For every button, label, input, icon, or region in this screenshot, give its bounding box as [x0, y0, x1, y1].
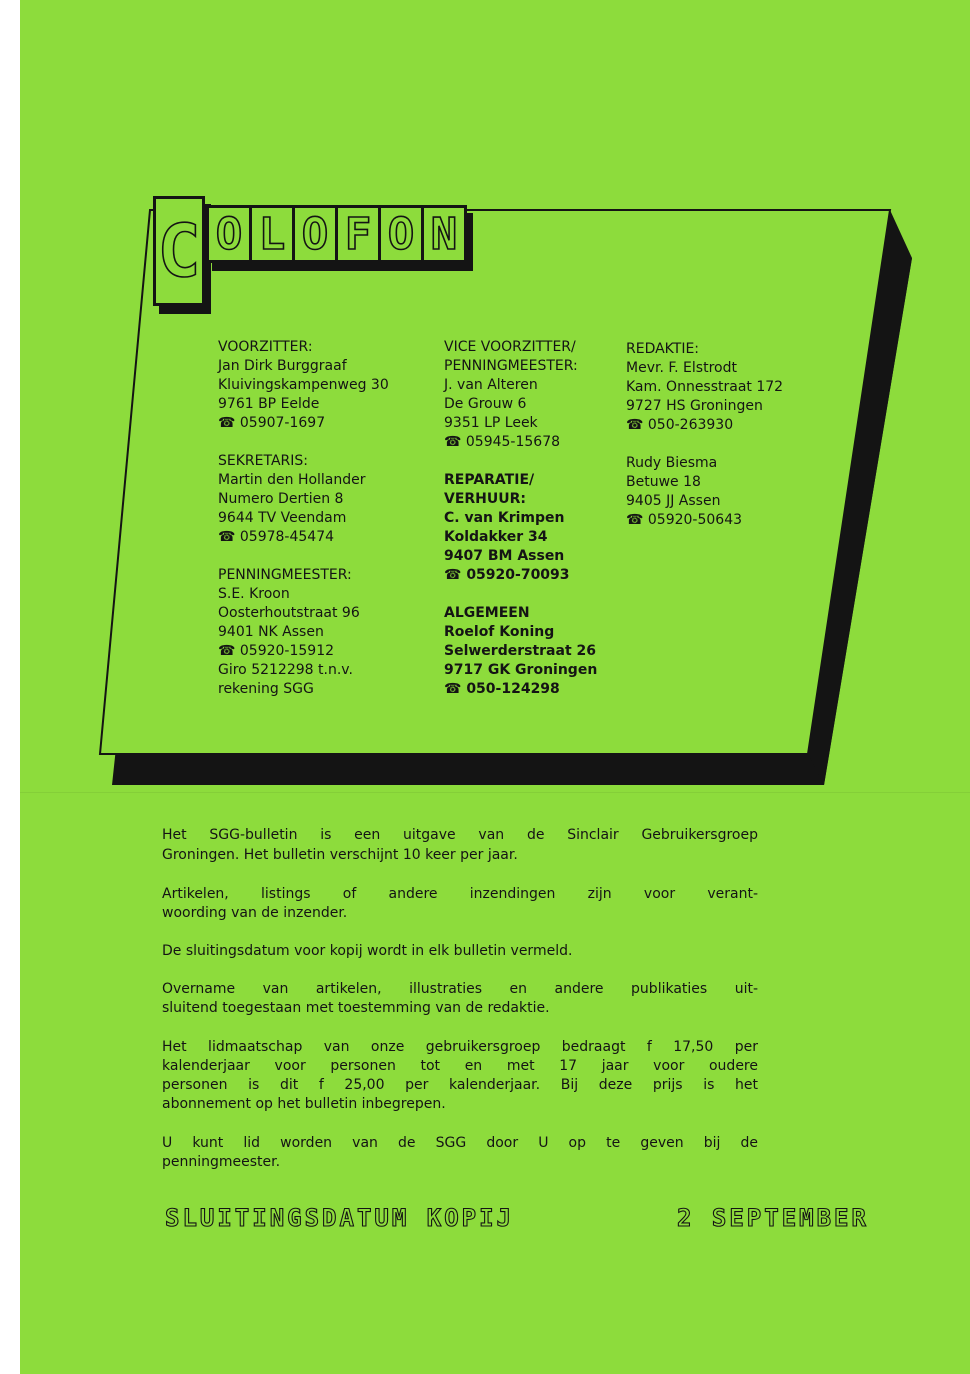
algemeen-heading: ALGEMEEN	[444, 605, 530, 621]
reparatie-street: Koldakker 34	[444, 529, 548, 545]
paragraph-1-line-1: Het SGG-bulletin is een uitgave van de Sinclair Gebruikersgroep	[162, 827, 758, 843]
algemeen-city: 9717 GK Groningen	[444, 662, 598, 678]
paragraph-4-line-1: Overname van artikelen, illustraties en andere publikaties uit-	[162, 981, 758, 997]
paragraph-2-line-2: woording van de inzender.	[162, 905, 348, 921]
title-letter-n: N	[421, 205, 467, 263]
redaktie-phone: ☎ 050-263930	[626, 417, 734, 433]
redaktie-second-street: Betuwe 18	[626, 474, 701, 490]
reparatie-phone: ☎ 05920-70093	[444, 567, 570, 583]
redaktie-second-name: Rudy Biesma	[626, 455, 718, 471]
voorzitter-heading: VOORZITTER:	[218, 339, 313, 355]
sekretaris-name: Martin den Hollander	[218, 472, 366, 488]
paragraph-5-line-1: Het lidmaatschap van onze gebruikersgroep bedraagt f 17,50 per	[162, 1039, 758, 1055]
reparatie-name: C. van Krimpen	[444, 510, 565, 526]
contact-column-right	[626, 340, 783, 530]
algemeen-name: Roelof Koning	[444, 624, 555, 640]
algemeen-phone: ☎ 050-124298	[444, 681, 560, 697]
reparatie-heading: REPARATIE/	[444, 472, 535, 488]
redaktie-second-phone: ☎ 05920-50643	[626, 512, 743, 528]
sekretaris-heading: SEKRETARIS:	[218, 453, 308, 469]
voorzitter-city: 9761 BP Eelde	[218, 396, 320, 412]
vice-voorzitter-street: De Grouw 6	[444, 396, 527, 412]
contact-column-middle	[444, 338, 597, 699]
penningmeester-city: 9401 NK Assen	[218, 624, 324, 640]
algemeen-street: Selwerderstraat 26	[444, 643, 597, 659]
deadline-banner	[165, 1204, 945, 1232]
title-letter-o3: O	[378, 205, 424, 263]
title-letter-f: F	[335, 205, 381, 263]
verhuur-heading: VERHUUR:	[444, 491, 527, 507]
algemeen-block	[444, 604, 597, 699]
reparatie-block	[444, 471, 597, 585]
penningmeester-heading: PENNINGMEESTER:	[218, 567, 352, 583]
redaktie-second-city: 9405 JJ Assen	[626, 493, 721, 509]
voorzitter-name: Jan Dirk Burggraaf	[218, 358, 347, 374]
paragraph-2-line-1: Artikelen, listings of andere inzendingen zijn voor verant-	[162, 886, 758, 902]
paragraph-5-line-2: kalenderjaar voor personen tot en met 17 jaar voor oudere	[162, 1058, 758, 1074]
redaktie-city: 9727 HS Groningen	[626, 398, 763, 414]
title-letter-c: C	[153, 196, 205, 306]
paragraph-6-line-1: U kunt lid worden van de SGG door U op te geven bij de	[162, 1135, 758, 1151]
penningmeester-account: rekening SGG	[218, 681, 314, 697]
title-letter-l: L	[249, 205, 295, 263]
vice-penningmeester-heading: PENNINGMEESTER:	[444, 358, 578, 374]
paragraph-4-line-2: sluitend toegestaan met toestemming van de redaktie.	[162, 1000, 550, 1016]
contact-column-left	[218, 338, 389, 699]
paragraph-3-line-1: De sluitingsdatum voor kopij wordt in elk bulletin vermeld.	[162, 943, 573, 959]
voorzitter-street: Kluivingskampenweg 30	[218, 377, 389, 393]
vice-voorzitter-name: J. van Alteren	[444, 377, 538, 393]
penningmeester-phone: ☎ 05920-15912	[218, 643, 335, 659]
paragraph-6-line-2: penningmeester.	[162, 1154, 281, 1170]
sekretaris-city: 9644 TV Veendam	[218, 510, 347, 526]
deadline-label: SLUITINGSDATUM KOPIJ	[165, 1204, 514, 1232]
sekretaris-phone: ☎ 05978-45474	[218, 529, 335, 545]
vice-voorzitter-heading: VICE VOORZITTER/	[444, 339, 576, 355]
paragraph-5-line-3: personen is dit f 25,00 per kalenderjaar. Bij deze prijs is het	[162, 1077, 758, 1093]
title-letter-o2: O	[292, 205, 338, 263]
vice-voorzitter-city: 9351 LP Leek	[444, 415, 538, 431]
redaktie-heading: REDAKTIE:	[626, 341, 700, 357]
paragraph-1-line-2: Groningen. Het bulletin verschijnt 10 keer per jaar.	[162, 847, 518, 863]
reparatie-city: 9407 BM Assen	[444, 548, 565, 564]
penningmeester-street: Oosterhoutstraat 96	[218, 605, 360, 621]
penningmeester-giro: Giro 5212298 t.n.v.	[218, 662, 353, 678]
redaktie-street: Kam. Onnesstraat 172	[626, 379, 784, 395]
redaktie-name: Mevr. F. Elstrodt	[626, 360, 737, 376]
penningmeester-name: S.E. Kroon	[218, 586, 290, 602]
vice-voorzitter-phone: ☎ 05945-15678	[444, 434, 561, 450]
deadline-date: 2 SEPTEMBER	[677, 1204, 869, 1232]
sekretaris-street: Numero Dertien 8	[218, 491, 344, 507]
title-letter-o: O	[206, 205, 252, 263]
voorzitter-phone: ☎ 05907-1697	[218, 415, 326, 431]
paragraph-5-line-4: abonnement op het bulletin inbegrepen.	[162, 1096, 446, 1112]
bulletin-page	[20, 0, 970, 1374]
